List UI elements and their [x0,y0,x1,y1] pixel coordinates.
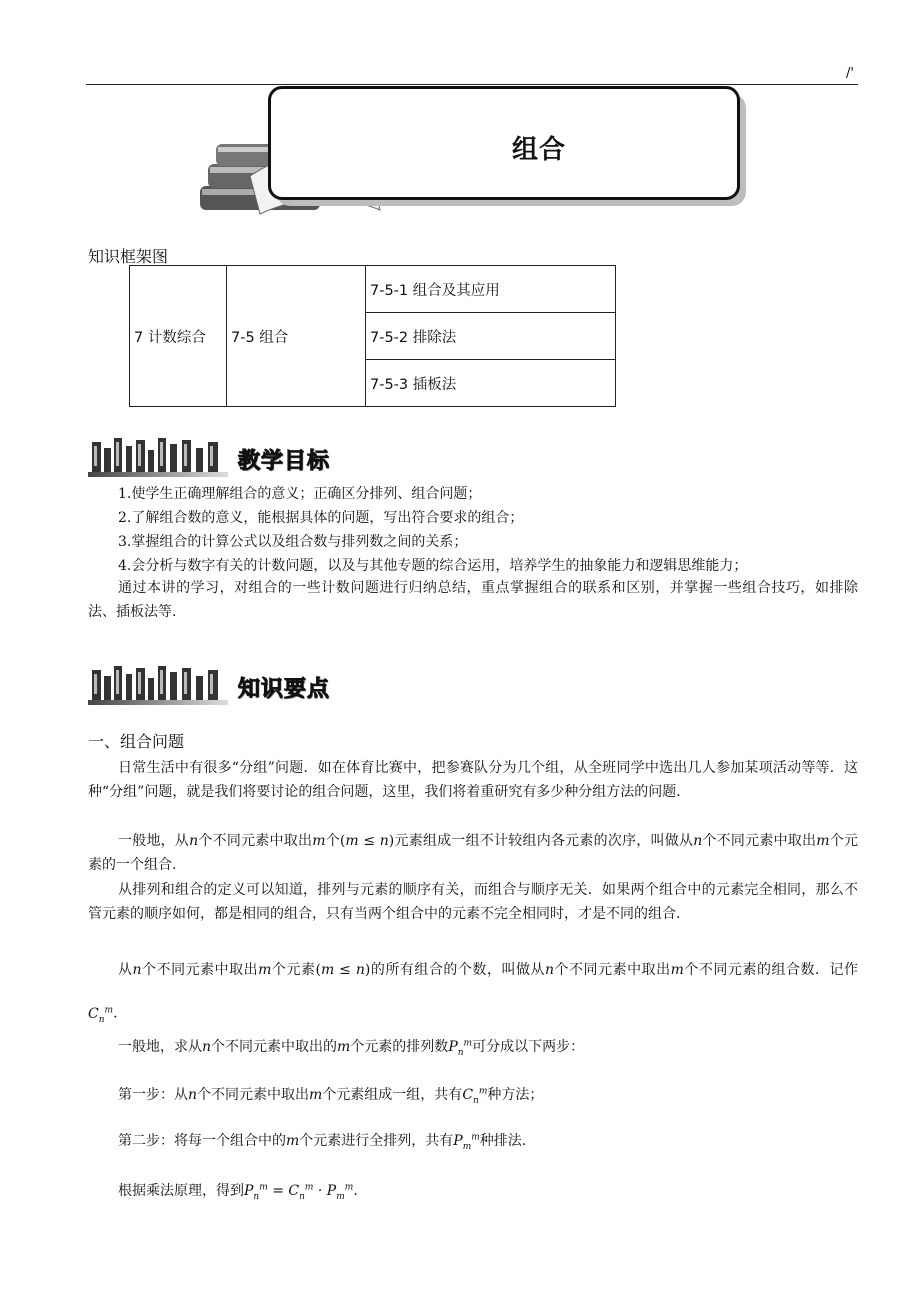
framework-item: 7-5-1 组合及其应用 [366,266,616,313]
step-one: 第一步：从n个不同元素中取出m个元素组成一组，共有$C_n^m$种方法； [118,1086,544,1106]
section-title-points: 知识要点 [238,677,331,702]
title-box [268,86,740,200]
framework-item: 7-5-3 插板法 [366,360,616,407]
framework-label: 知识框架图 [88,247,169,266]
paragraph-arrangement: 一般地，求从n个不同元素中取出的m个元素的排列数$P_n^m$可分成以下两步： [118,1038,585,1058]
page-title: 组合 [511,135,566,165]
paragraph-combination-count: 从n个不同元素中取出m个元素(m ≤ n)的所有组合的个数，叫做从n个不同元素中取出m个不同元素的组合数．记作$C_n^m$. [88,962,859,1025]
multiplication-rule: 根据乘法原理，得到$P_n^m = C_n^m \cdot P_m^m$. [118,1182,358,1202]
step-two: 第二步：将每一个组合中的m个元素进行全排列，共有$P_m^m$种排法. [118,1132,527,1152]
goal-item: 4.会分析与数字有关的计数问题，以及与其他专题的综合运用，培养学生的抽象能力和逻辑思维能力； [118,558,748,574]
header-mark: /' [846,66,854,81]
framework-item: 7-5-2 排除法 [366,313,616,360]
framework-col1: 7 计数综合 [130,266,227,407]
goal-item: 3.掌握组合的计算公式以及组合数与排列数之间的关系； [118,534,468,550]
goal-item: 1.使学生正确理解组合的意义；正确区分排列、组合问题； [118,486,482,502]
header-rule [86,84,858,85]
paragraph-definition: 一般地，从n个不同元素中取出m个(m ≤ n)元素组成一组不计较组内各元素的次序，叫做从n个不同元素中取出m个元素的一个组合. [88,833,858,873]
goals-summary: 通过本讲的学习，对组合的一些计数问题进行归纳总结，重点掌握组合的联系和区别，并掌握一些组合技巧，如排除法、插板法等. [88,580,858,620]
framework-table [129,265,616,407]
paragraph: 从排列和组合的定义可以知道，排列与元素的顺序有关，而组合与顺序无关．如果两个组合中的元素完全相同，那么不管元素的顺序如何，都是相同的组合，只有当两个组合中的元素不完全相同时，才是不同的组合． [88,882,858,922]
paragraph: 日常生活中有很多“分组”问题．如在体育比赛中，把参赛队分为几个组，从全班同学中选出几人参加某项活动等等．这种“分组”问题，就是我们将要讨论的组合问题，这里，我们将着重研究有多少种分组方法的问题． [88,760,858,800]
subheading: 一、组合问题 [88,732,185,751]
framework-col2: 7-5 组合 [227,266,366,407]
goal-item: 2.了解组合数的意义，能根据具体的问题，写出符合要求的组合； [118,510,524,526]
section-title-goals: 教学目标 [238,449,331,474]
